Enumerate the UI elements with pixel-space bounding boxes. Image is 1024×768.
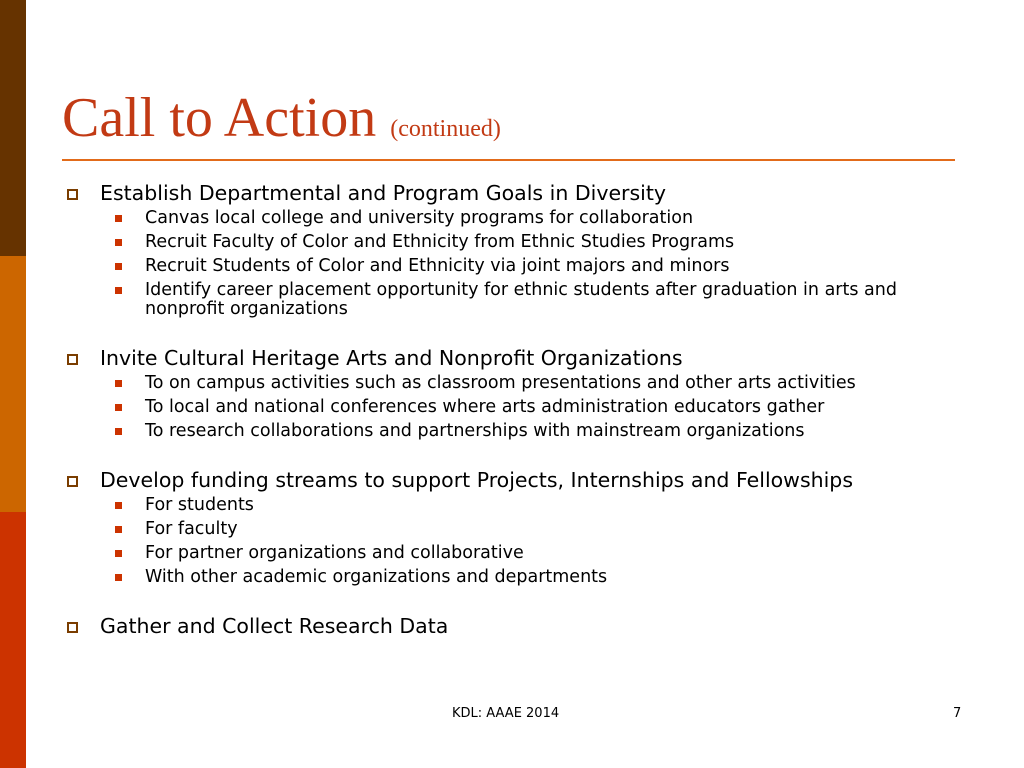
level2-bullet bbox=[62, 254, 972, 278]
filled-square-bullet-icon bbox=[115, 287, 122, 294]
level2-bullet-text: To research collaborations and partnerships with mainstream organizations bbox=[145, 421, 805, 441]
level2-bullet-text: To on campus activities such as classroom presentations and other arts activities bbox=[145, 373, 856, 393]
level2-bullet-text: Identify career placement opportunity for ethnic students after graduation in arts and nonprofit organizations bbox=[145, 280, 897, 319]
level1-bullet-text: Develop funding streams to support Projects, Internships and Fellowships bbox=[100, 468, 854, 492]
filled-square-bullet-icon bbox=[115, 263, 122, 270]
hollow-square-bullet-icon bbox=[67, 476, 78, 487]
level2-bullet-text: Recruit Students of Color and Ethnicity via joint majors and minors bbox=[145, 256, 730, 276]
slide-title bbox=[62, 80, 501, 167]
level2-bullet-text: Canvas local college and university programs for collaboration bbox=[145, 208, 694, 228]
footer-text: KDL: AAAE 2014 bbox=[452, 706, 560, 721]
bullet-content bbox=[62, 180, 972, 663]
slide-title-text: Call to Action bbox=[62, 87, 377, 149]
level2-bullet bbox=[62, 517, 972, 541]
level2-bullet-text: For partner organizations and collaborative bbox=[145, 543, 524, 563]
filled-square-bullet-icon bbox=[115, 502, 122, 509]
level1-bullet bbox=[62, 345, 972, 371]
level2-bullet-text: To local and national conferences where arts administration educators gather bbox=[145, 397, 825, 417]
level2-bullet-text: For students bbox=[145, 495, 254, 515]
level2-bullet bbox=[62, 395, 972, 419]
level2-bullet-text: Recruit Faculty of Color and Ethnicity from Ethnic Studies Programs bbox=[145, 232, 735, 252]
level2-bullet bbox=[62, 230, 972, 254]
filled-square-bullet-icon bbox=[115, 574, 122, 581]
level2-bullet bbox=[62, 206, 972, 230]
level2-bullet bbox=[62, 541, 972, 565]
filled-square-bullet-icon bbox=[115, 215, 122, 222]
hollow-square-bullet-icon bbox=[67, 189, 78, 200]
bullet-group bbox=[62, 180, 972, 321]
level1-bullet bbox=[62, 467, 972, 493]
level2-bullet bbox=[62, 278, 972, 321]
side-bar-bottom bbox=[0, 512, 26, 768]
level2-bullet bbox=[62, 371, 972, 395]
level1-bullet-text: Establish Departmental and Program Goals in Diversity bbox=[100, 181, 667, 205]
hollow-square-bullet-icon bbox=[67, 354, 78, 365]
level1-bullet-text: Gather and Collect Research Data bbox=[100, 614, 449, 638]
hollow-square-bullet-icon bbox=[67, 622, 78, 633]
level2-list bbox=[62, 371, 972, 443]
level2-list bbox=[62, 206, 972, 321]
level1-bullet bbox=[62, 613, 972, 639]
filled-square-bullet-icon bbox=[115, 550, 122, 557]
level1-bullet-text: Invite Cultural Heritage Arts and Nonprofit Organizations bbox=[100, 346, 683, 370]
slide-subtitle: (continued) bbox=[390, 116, 501, 142]
filled-square-bullet-icon bbox=[115, 239, 122, 246]
title-rule bbox=[62, 159, 955, 161]
side-bar-top bbox=[0, 0, 26, 256]
level2-list bbox=[62, 493, 972, 589]
level2-bullet bbox=[62, 493, 972, 517]
filled-square-bullet-icon bbox=[115, 428, 122, 435]
bullet-group bbox=[62, 467, 972, 589]
level2-bullet bbox=[62, 419, 972, 443]
filled-square-bullet-icon bbox=[115, 404, 122, 411]
bullet-group bbox=[62, 345, 972, 443]
bullet-group bbox=[62, 613, 972, 639]
filled-square-bullet-icon bbox=[115, 526, 122, 533]
level2-bullet bbox=[62, 565, 972, 589]
filled-square-bullet-icon bbox=[115, 380, 122, 387]
level2-bullet-text: For faculty bbox=[145, 519, 238, 539]
side-bar-middle bbox=[0, 256, 26, 512]
level2-bullet-text: With other academic organizations and departments bbox=[145, 567, 608, 587]
page-number: 7 bbox=[953, 706, 962, 721]
level1-bullet bbox=[62, 180, 972, 206]
